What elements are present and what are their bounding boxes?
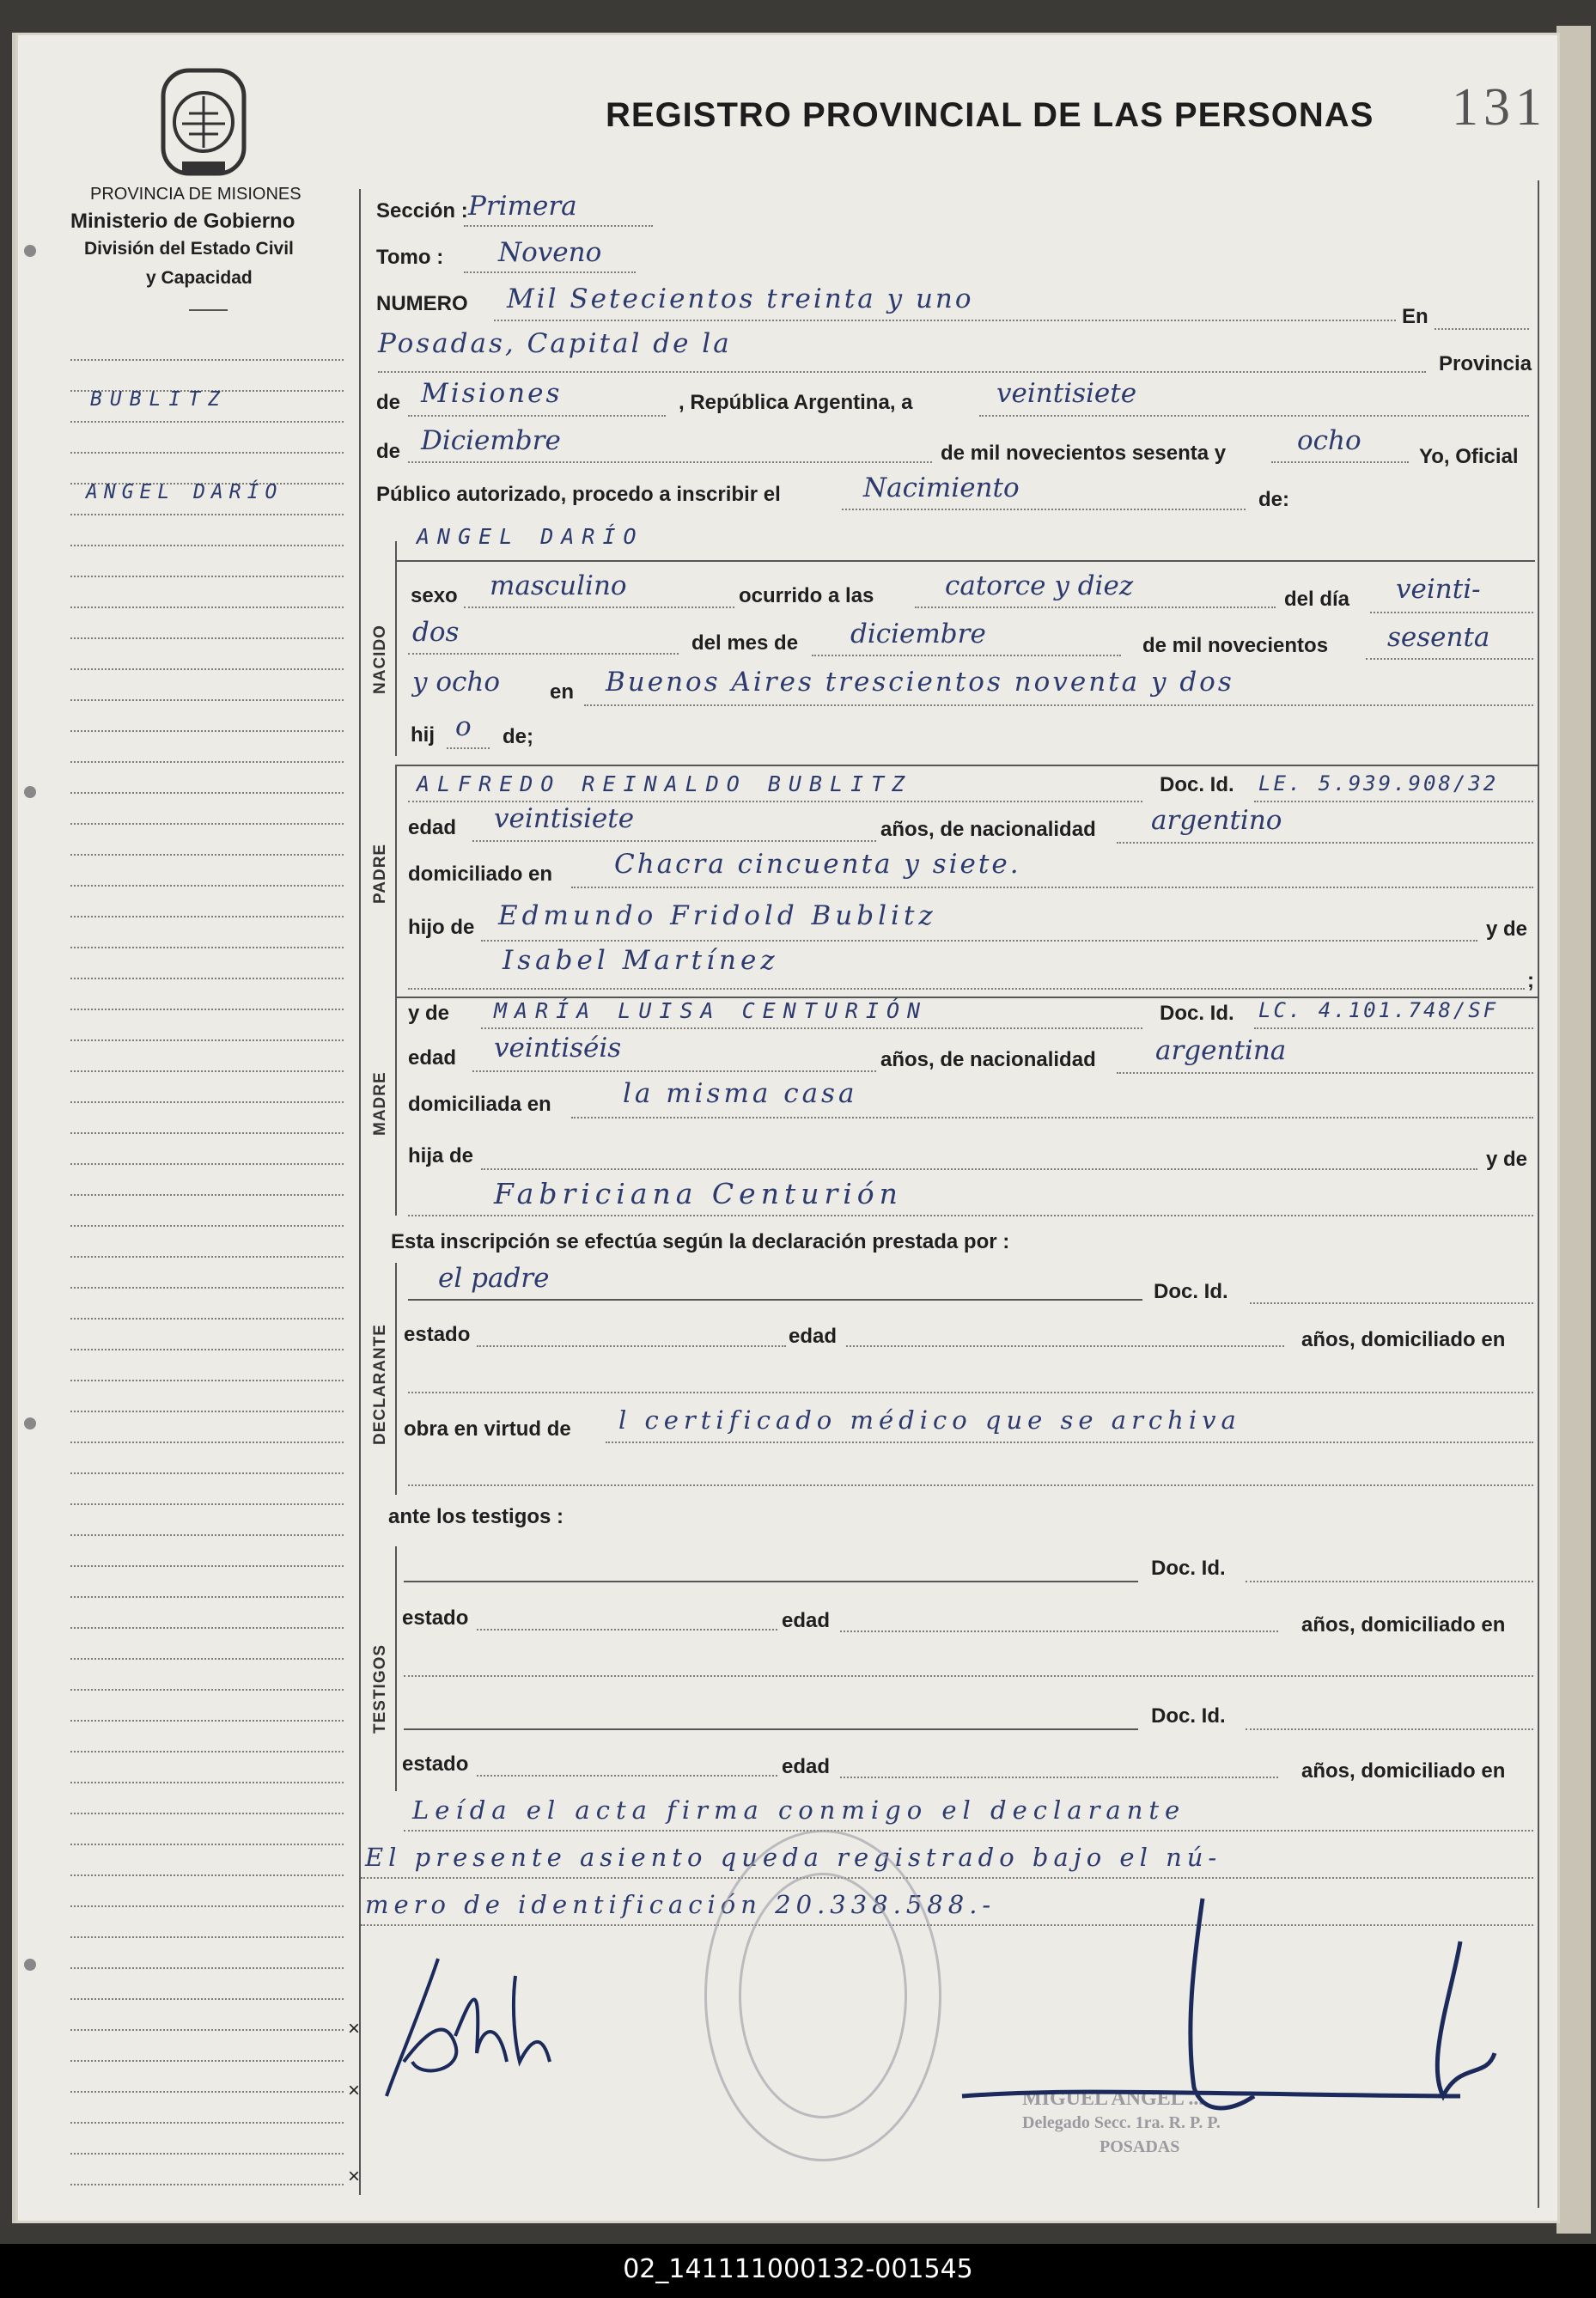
testigo2-anos-label: años, domiciliado en [1301, 1759, 1506, 1783]
margin-rule [70, 1967, 344, 1969]
margin-rule [70, 1318, 344, 1320]
madre-dom-label: domiciliada en [408, 1093, 551, 1116]
numero-label: NUMERO [376, 292, 468, 315]
madre-edad-value: veintiséis [494, 1033, 622, 1064]
padre-doc-value: LE. 5.939.908/32 [1258, 771, 1499, 795]
madre-yde-label: y de [408, 1002, 450, 1025]
place-line [378, 371, 1426, 373]
closing-line-2: El presente asiento queda registrado bajo el nú- [365, 1843, 1222, 1872]
padre-edad-line [472, 840, 876, 842]
margin-rule [70, 421, 344, 423]
year-value: ocho [1297, 425, 1361, 456]
margin-rule [70, 1009, 344, 1010]
declarante-estado-label: estado [404, 1323, 471, 1346]
institution-line: División del Estado Civil [84, 239, 294, 259]
declarante-dom-line [408, 1392, 1533, 1393]
margin-rule [70, 730, 344, 732]
binding-hole [24, 245, 36, 257]
de2-label: de [376, 440, 401, 463]
closing-line-1: Leída el acta firma conmigo el declarante [412, 1795, 1186, 1825]
institution-line: PROVINCIA DE MISIONES [90, 185, 302, 204]
stamp-name: MIGUEL ANGEL ... [1022, 2088, 1204, 2110]
declarante-edad-label: edad [789, 1325, 838, 1348]
padre-dom-value: Chacra cincuenta y siete. [614, 849, 1021, 880]
folio-number: 131 [1452, 78, 1547, 137]
margin-rule [70, 1565, 344, 1567]
day-value-a: veinti- [1396, 574, 1481, 605]
official-stamp-inner [739, 1873, 907, 2118]
madre-doc-value: LC. 4.101.748/SF [1258, 998, 1499, 1022]
padre-dom-label: domiciliado en [408, 863, 553, 886]
padre-section-border [395, 765, 397, 997]
madre-parent-line [408, 1215, 1533, 1216]
margin-given-names: ANGEL DARÍO [86, 481, 283, 503]
oficial-label: Yo, Oficial [1419, 445, 1519, 468]
padre-nac-label: años, de nacionalidad [880, 818, 1096, 841]
testigo2-estado-label: estado [402, 1752, 469, 1776]
margin-rule [70, 2060, 344, 2062]
act-line [842, 509, 1246, 510]
binding-hole [24, 1959, 36, 1971]
madre-section-border [395, 997, 397, 1216]
testigo1-doc-line [1246, 1581, 1533, 1582]
margin-rule [70, 1936, 344, 1938]
margin-rule [70, 2029, 344, 2031]
testigo1-estado-label: estado [402, 1606, 469, 1630]
declarante-anos-label: años, domiciliado en [1301, 1328, 1506, 1351]
declarante-value: el padre [438, 1263, 550, 1294]
day-line [979, 415, 1529, 417]
institution-line: Ministerio de Gobierno [70, 210, 295, 233]
margin-rule [70, 1349, 344, 1350]
declarante-intro: Esta inscripción se efectúa según la declaración prestada por : [391, 1230, 1010, 1253]
margin-rule [70, 514, 344, 515]
margin-rule [70, 1844, 344, 1845]
divider [189, 309, 228, 311]
testigos-section-label: TESTIGOS [371, 1643, 389, 1734]
month-value: Diciembre [421, 425, 561, 456]
margin-rule [70, 761, 344, 763]
madre-doc-line [1254, 1027, 1533, 1029]
testigo2-edad-line [840, 1777, 1278, 1778]
del-mes-label: del mes de [691, 631, 799, 655]
margin-rule [70, 607, 344, 608]
madre-parent-value: Fabriciana Centurión [494, 1177, 903, 1210]
tomo-value: Noveno [498, 237, 602, 268]
hij-value: o [455, 711, 472, 742]
margin-rule [70, 1534, 344, 1536]
publico-label: Público autorizado, procedo a inscribir el [376, 483, 781, 506]
nacido-name-line [397, 560, 1535, 562]
margin-rule [70, 1472, 344, 1474]
hour-value: catorce y diez [945, 570, 1134, 601]
testigo1-edad-label: edad [782, 1609, 831, 1632]
madre-name-line [481, 1027, 1142, 1029]
declarant-signature [369, 1941, 576, 2113]
province-seal-icon [156, 62, 251, 182]
madre-edad-label: edad [408, 1046, 457, 1070]
madre-doc-label: Doc. Id. [1160, 1002, 1234, 1025]
margin-rule [70, 1101, 344, 1103]
sexo-value: masculino [490, 570, 627, 601]
del-dia-label: del día [1284, 588, 1350, 611]
margin-rule [70, 1380, 344, 1381]
declarante-doc-line [1250, 1302, 1533, 1304]
en-line [1435, 328, 1529, 330]
declarante-obra-line [606, 1442, 1533, 1443]
madre-hija-label: hija de [408, 1144, 474, 1167]
margin-rule [70, 1132, 344, 1134]
margin-rule [70, 1411, 344, 1412]
margin-rule [70, 1225, 344, 1227]
madre-nac-value: argentina [1155, 1035, 1287, 1066]
de-label: de [376, 391, 401, 414]
testigo1-name-line [404, 1581, 1138, 1582]
madre-dom-value: la misma casa [623, 1078, 858, 1109]
madre-dom-line [571, 1117, 1533, 1119]
en-nac-label: en [550, 680, 575, 704]
declarante-estado-line [477, 1345, 786, 1347]
province-value: Misiones [421, 378, 563, 409]
seccion-line [464, 225, 653, 227]
margin-rule [70, 1751, 344, 1752]
margin-rule [70, 1689, 344, 1691]
margin-rule [70, 947, 344, 948]
testigo1-anos-label: años, domiciliado en [1301, 1613, 1506, 1637]
margin-rule [70, 1070, 344, 1072]
binding-hole [24, 1417, 36, 1429]
month-value-nac: diciembre [850, 619, 986, 649]
testigos-section-border [395, 1546, 397, 1791]
tomo-line [464, 271, 636, 273]
margin-rule [70, 1503, 344, 1505]
declarante-section-border [395, 1263, 397, 1495]
declarante-name-line [408, 1299, 1142, 1301]
madre-name: MARÍA LUISA CENTURIÓN [494, 998, 929, 1023]
testigos-intro: ante los testigos : [388, 1505, 564, 1528]
tomo-label: Tomo : [376, 246, 444, 269]
republica-label: , República Argentina, a [679, 391, 913, 414]
padre-edad-label: edad [408, 816, 457, 839]
year-value-b: y ocho [412, 667, 501, 698]
testigo2-estado-line [477, 1775, 777, 1777]
testigo1-edad-line [840, 1631, 1278, 1632]
margin-rule [70, 885, 344, 887]
padre-top-line [395, 765, 1538, 766]
margin-rule [70, 854, 344, 856]
mes-line [812, 655, 1121, 656]
margin-rule [70, 359, 344, 361]
province-line [408, 415, 666, 417]
numero-line [494, 320, 1396, 321]
image-caption: 02_141111000132-001545 [623, 2254, 973, 2284]
margin-rule [70, 1596, 344, 1598]
nacido-name: ANGEL DARÍO [417, 524, 644, 549]
stamp-place: POSADAS [1100, 2137, 1180, 2156]
margin-rule [70, 1874, 344, 1876]
sexo-line [464, 607, 734, 608]
year-line-nac [1366, 658, 1533, 660]
ocurrido-label: ocurrido a las [739, 584, 874, 607]
signature-x-mark: × [348, 2079, 361, 2102]
closing-line-2-rule [361, 1877, 1533, 1879]
margin-rule [70, 637, 344, 639]
numero-value: Mil Setecientos treinta y uno [507, 283, 974, 314]
padre-doc-line [1254, 801, 1533, 802]
month-line [408, 461, 932, 463]
dia-line [1370, 612, 1533, 613]
margin-rule [70, 2122, 344, 2124]
margin-rule [70, 1039, 344, 1041]
document-title: REGISTRO PROVINCIAL DE LAS PERSONAS [606, 96, 1374, 134]
closing-line-3: mero de identificación 20.338.588.- [365, 1890, 996, 1919]
madre-yde2-label: y de [1486, 1148, 1528, 1171]
institution-line: y Capacidad [146, 268, 253, 288]
en-label: En [1402, 305, 1428, 328]
padre-section-label: PADRE [371, 843, 389, 904]
act-value: Nacimiento [863, 472, 1020, 503]
binding-hole [24, 786, 36, 798]
madre-hija-line [481, 1168, 1477, 1170]
padre-mother-line [408, 988, 1525, 990]
official-signature [945, 1890, 1546, 2148]
padre-dom-line [571, 887, 1533, 888]
padre-name-line [408, 801, 1142, 802]
page-edge [1556, 26, 1591, 2234]
declarante-obra-label: obra en virtud de [404, 1417, 571, 1441]
padre-yde-label: y de [1486, 917, 1528, 941]
margin-rule [70, 2184, 344, 2185]
margin-rule [70, 1442, 344, 1443]
margin-rule [70, 1658, 344, 1660]
margin-rule [70, 978, 344, 979]
padre-father-line [481, 940, 1477, 942]
hij-line [447, 747, 490, 749]
margin-rule [70, 1627, 344, 1629]
testigo1-doc-label: Doc. Id. [1151, 1557, 1226, 1580]
margin-rule [70, 576, 344, 577]
padre-nac-line [1117, 842, 1533, 844]
form-left-border [359, 189, 361, 2195]
margin-rule [70, 699, 344, 701]
margin-rule [70, 1256, 344, 1258]
provincia-label: Provincia [1439, 352, 1532, 375]
margin-rule [70, 1194, 344, 1196]
padre-edad-value: veintisiete [494, 803, 635, 834]
hour-line [915, 607, 1276, 608]
signature-x-mark: × [348, 2017, 361, 2040]
declarante-obra-line2 [408, 1484, 1533, 1486]
padre-doc-label: Doc. Id. [1160, 773, 1234, 796]
testigo2-name-line [404, 1728, 1138, 1730]
declarante-section-label: DECLARANTE [371, 1324, 389, 1445]
margin-rule [70, 668, 344, 670]
margin-rule [70, 1163, 344, 1165]
declarante-doc-label: Doc. Id. [1154, 1280, 1228, 1303]
padre-father-value: Edmundo Fridold Bublitz [498, 900, 937, 931]
margin-rule [70, 823, 344, 825]
year-value-a: sesenta [1387, 622, 1490, 653]
margin-rule [70, 1905, 344, 1907]
day-value-b: dos [412, 617, 460, 648]
padre-semicolon: ; [1527, 969, 1534, 992]
hij-label: hij [411, 723, 435, 747]
madre-section-label: MADRE [371, 1071, 389, 1136]
birth-place-line [584, 704, 1533, 706]
stamp-title: Delegado Secc. 1ra. R. P. P. [1022, 2113, 1221, 2132]
year-label: de mil novecientos sesenta y [941, 442, 1227, 465]
padre-nac-value: argentino [1151, 805, 1282, 836]
padre-hijo-label: hijo de [408, 916, 475, 939]
day-value: veintisiete [996, 378, 1137, 409]
seccion-value: Primera [468, 191, 577, 222]
padre-name: ALFREDO REINALDO BUBLITZ [417, 771, 913, 796]
de3-label: de: [1258, 488, 1289, 511]
margin-rule [70, 545, 344, 546]
mil-label: de mil novecientos [1142, 634, 1329, 657]
birth-place-value: Buenos Aires trescientos noventa y dos [606, 667, 1234, 698]
madre-nac-label: años, de nacionalidad [880, 1048, 1096, 1071]
margin-rule [70, 1782, 344, 1783]
nacido-section-label: NACIDO [371, 625, 389, 694]
testigo1-dom-line [404, 1675, 1533, 1677]
margin-rule [70, 2153, 344, 2155]
nacido-section-border [395, 541, 397, 756]
testigo1-estado-line [477, 1629, 777, 1631]
testigo2-doc-line [1246, 1728, 1533, 1730]
sexo-label: sexo [411, 584, 458, 607]
margin-rule [70, 916, 344, 917]
margin-rule [70, 792, 344, 794]
dia-line-b [408, 653, 679, 655]
madre-edad-line [472, 1070, 876, 1072]
closing-line-1-rule [404, 1830, 1533, 1832]
madre-nac-line [1117, 1072, 1533, 1074]
declarante-obra-value: l certificado médico que se archiva [618, 1405, 1241, 1435]
place-value: Posadas, Capital de la [378, 328, 732, 359]
margin-rule [70, 1998, 344, 2000]
testigo2-doc-label: Doc. Id. [1151, 1704, 1226, 1728]
margin-rule [70, 1287, 344, 1289]
margin-surname: BUBLITZ [90, 388, 228, 411]
seccion-label: Sección : [376, 199, 468, 222]
declarante-edad-line [846, 1345, 1284, 1347]
signature-x-mark: × [348, 2165, 361, 2188]
year-line [1271, 461, 1409, 463]
margin-rule [70, 1720, 344, 1722]
padre-mother-value: Isabel Martínez [503, 945, 779, 976]
margin-rule [70, 1813, 344, 1814]
margin-rule [70, 2091, 344, 2093]
testigo2-edad-label: edad [782, 1755, 831, 1778]
margin-rule [70, 452, 344, 454]
de-nac-label: de; [503, 725, 533, 748]
